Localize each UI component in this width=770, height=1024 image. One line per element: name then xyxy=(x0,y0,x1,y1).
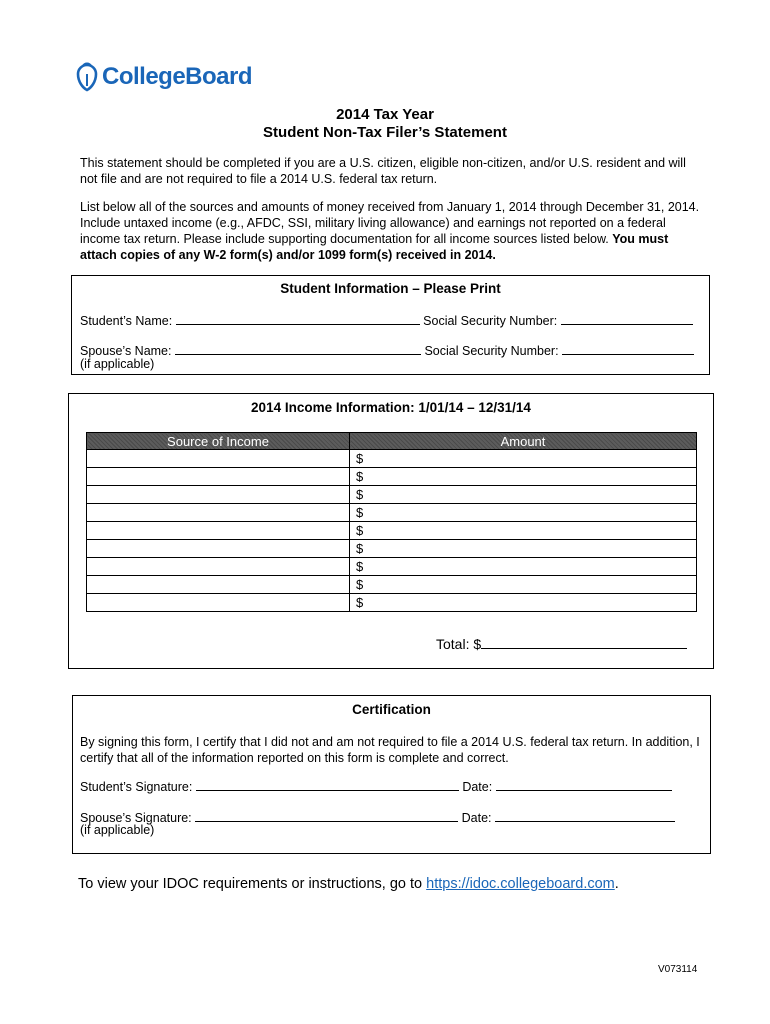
source-cell[interactable] xyxy=(87,504,350,522)
source-cell[interactable] xyxy=(87,468,350,486)
spouse-ssn-field[interactable] xyxy=(562,342,694,355)
amount-cell[interactable]: $ xyxy=(350,558,697,576)
spouse-ssn-label: Social Security Number: xyxy=(424,344,559,358)
source-cell[interactable] xyxy=(87,522,350,540)
income-total-row xyxy=(436,635,687,652)
student-info-section xyxy=(71,275,710,375)
idoc-instructions xyxy=(78,876,619,892)
table-row xyxy=(87,540,697,558)
intro-paragraph-2-bold: You must attach copies of any W-2 form(s) and/or 1099 form(s) received in 2014. xyxy=(80,232,669,262)
table-row xyxy=(87,522,697,540)
page-title: Student Non-Tax Filer’s Statement xyxy=(263,124,507,141)
table-row xyxy=(87,504,697,522)
spouse-name-label: Spouse’s Name: xyxy=(80,344,172,358)
amount-cell[interactable]: $ xyxy=(350,450,697,468)
student-ssn-field[interactable] xyxy=(561,312,693,325)
student-signature-field[interactable] xyxy=(196,778,459,791)
student-date-label: Date: xyxy=(462,780,493,794)
source-cell[interactable] xyxy=(87,486,350,504)
student-date-field[interactable] xyxy=(496,778,672,791)
table-row xyxy=(87,576,697,594)
page-title-year: 2014 Tax Year xyxy=(336,106,434,123)
table-row xyxy=(87,468,697,486)
table-row xyxy=(87,558,697,576)
amount-cell[interactable]: $ xyxy=(350,504,697,522)
source-cell[interactable] xyxy=(87,450,350,468)
total-label: Total: $ xyxy=(436,636,482,652)
student-name-field[interactable] xyxy=(176,312,420,325)
source-cell[interactable] xyxy=(87,594,350,612)
collegeboard-logo xyxy=(76,60,252,94)
table-row xyxy=(87,594,697,612)
spouse-name-row xyxy=(80,342,694,358)
total-field[interactable] xyxy=(481,635,687,649)
spouse-date-label: Date: xyxy=(461,811,492,825)
income-table xyxy=(86,432,697,612)
student-signature-row xyxy=(80,778,672,794)
amount-cell[interactable]: $ xyxy=(350,576,697,594)
amount-cell[interactable]: $ xyxy=(350,522,697,540)
table-row xyxy=(87,486,697,504)
table-row xyxy=(87,450,697,468)
certification-section xyxy=(72,695,711,854)
student-name-label: Student’s Name: xyxy=(80,314,173,328)
spouse-signature-row xyxy=(80,809,675,825)
spouse-date-field[interactable] xyxy=(495,809,675,822)
student-info-title: Student Information – Please Print xyxy=(280,281,501,296)
spouse-signature-if-applicable: (if applicable) xyxy=(80,823,155,837)
intro-paragraph-2 xyxy=(80,199,700,263)
amount-cell[interactable]: $ xyxy=(350,594,697,612)
intro-paragraph-2-text: List below all of the sources and amounts of money received from January 1, 2014 through December 31, 2014. Include untaxed income (e.g., AFDC, SSI, military living allowance) and earnings not reported on a federal income tax return. Please include supporting documentation for all income sources listed below. xyxy=(80,200,700,246)
spouse-name-field[interactable] xyxy=(175,342,421,355)
version-code: V073114 xyxy=(658,964,698,975)
idoc-text: To view your IDOC requirements or instructions, go to xyxy=(78,876,427,892)
intro-paragraph-1: This statement should be completed if you are a U.S. citizen, eligible non-citizen, and/or U.S. resident and will not file and are not required to file a 2014 U.S. federal tax return. xyxy=(80,156,686,186)
idoc-link[interactable]: https://idoc.collegeboard.com xyxy=(426,876,615,892)
student-ssn-label: Social Security Number: xyxy=(423,314,558,328)
amount-cell[interactable]: $ xyxy=(350,486,697,504)
student-name-row xyxy=(80,312,693,328)
idoc-end: . xyxy=(614,876,619,892)
source-cell[interactable] xyxy=(87,576,350,594)
student-signature-label: Student’s Signature: xyxy=(80,780,193,794)
spouse-signature-field[interactable] xyxy=(195,809,458,822)
spouse-signature-label: Spouse’s Signature: xyxy=(80,811,192,825)
source-cell[interactable] xyxy=(87,540,350,558)
logo-text: CollegeBoard xyxy=(102,63,253,90)
source-cell[interactable] xyxy=(87,558,350,576)
col-amount-header: Amount xyxy=(350,433,697,450)
income-table-header xyxy=(87,433,697,450)
amount-cell[interactable]: $ xyxy=(350,540,697,558)
certification-text: By signing this form, I certify that I did not and am not required to file a 2014 U.S. federal tax return. In addition, I certify that all of the information reported on this form is complete and correct. xyxy=(80,735,700,765)
amount-cell[interactable]: $ xyxy=(350,468,697,486)
certification-title: Certification xyxy=(352,702,431,717)
income-title: 2014 Income Information: 1/01/14 – 12/31/14 xyxy=(251,400,531,415)
col-source-header: Source of Income xyxy=(87,433,350,450)
spouse-if-applicable: (if applicable) xyxy=(80,357,155,371)
acorn-icon xyxy=(76,62,98,92)
